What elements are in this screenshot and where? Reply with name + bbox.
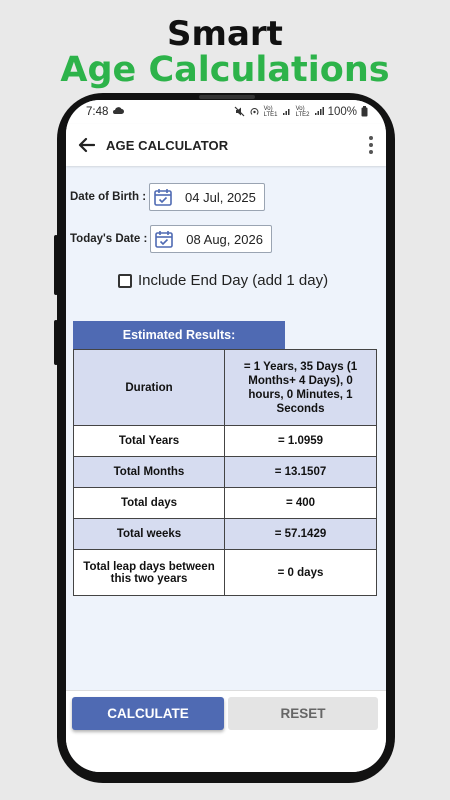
status-bar xyxy=(66,100,386,124)
back-arrow-icon[interactable] xyxy=(66,124,106,166)
phone-speaker xyxy=(199,95,255,99)
dob-value: 04 Jul, 2025 xyxy=(185,189,256,205)
include-end-day-label: Include End Day (add 1 day) xyxy=(138,272,329,289)
dob-date-field[interactable] xyxy=(149,183,265,211)
include-end-day-checkbox[interactable] xyxy=(118,274,132,288)
cloud-icon xyxy=(112,106,124,118)
result-value-weeks: = 57.1429 xyxy=(225,519,377,550)
result-value-leap-days: = 0 days xyxy=(225,550,377,596)
phone-screen xyxy=(66,100,386,772)
signal-icon-2 xyxy=(314,106,324,118)
calendar-check-icon xyxy=(154,229,174,249)
table-row xyxy=(74,350,377,426)
table-row xyxy=(74,519,377,550)
page-title: AGE CALCULATOR xyxy=(106,137,229,153)
result-label-leap-days: Total leap days between this two years xyxy=(74,550,225,596)
result-value-months: = 13.1507 xyxy=(225,457,377,488)
table-row xyxy=(74,457,377,488)
table-row xyxy=(74,488,377,519)
result-label-weeks: Total weeks xyxy=(74,519,225,550)
table-row xyxy=(74,550,377,596)
promo-title-line2: Age Calculations xyxy=(60,50,390,90)
result-label-years: Total Years xyxy=(74,426,225,457)
status-time: 7:48 xyxy=(86,106,109,118)
result-value-days: = 400 xyxy=(225,488,377,519)
reset-button[interactable]: RESET xyxy=(228,697,378,730)
result-value-duration: = 1 Years, 35 Days (1 Months+ 4 Days), 0 hours, 0 Minutes, 1 Seconds xyxy=(225,350,377,426)
calculate-button[interactable]: CALCULATE xyxy=(72,697,224,730)
today-row xyxy=(70,225,272,253)
result-value-years: = 1.0959 xyxy=(225,426,377,457)
promo-title-line1: Smart xyxy=(167,14,283,54)
result-label-duration: Duration xyxy=(74,350,225,426)
network-label-2: Vo) LTE2 xyxy=(295,106,310,118)
dob-label: Date of Birth : xyxy=(70,191,147,203)
results-header: Estimated Results: xyxy=(73,321,285,349)
today-label: Today's Date : xyxy=(70,233,148,245)
today-date-field[interactable] xyxy=(150,225,272,253)
more-vert-icon[interactable] xyxy=(356,124,386,166)
signal-icon xyxy=(282,106,292,118)
calendar-check-icon xyxy=(153,187,173,207)
dob-row xyxy=(70,183,265,211)
battery-percent: 100% xyxy=(327,106,357,118)
hotspot-icon xyxy=(249,106,260,119)
result-label-days: Total days xyxy=(74,488,225,519)
result-label-months: Total Months xyxy=(74,457,225,488)
app-bar xyxy=(66,124,386,166)
network-label-1: Vo) LTE1 xyxy=(263,106,278,118)
bottom-action-bar xyxy=(66,690,386,772)
results-table xyxy=(73,349,377,596)
mute-icon xyxy=(234,106,245,119)
status-right-cluster xyxy=(234,106,368,119)
today-value: 08 Aug, 2026 xyxy=(186,231,263,247)
table-row xyxy=(74,426,377,457)
include-end-day-row[interactable] xyxy=(118,272,328,289)
battery-icon xyxy=(361,106,368,119)
